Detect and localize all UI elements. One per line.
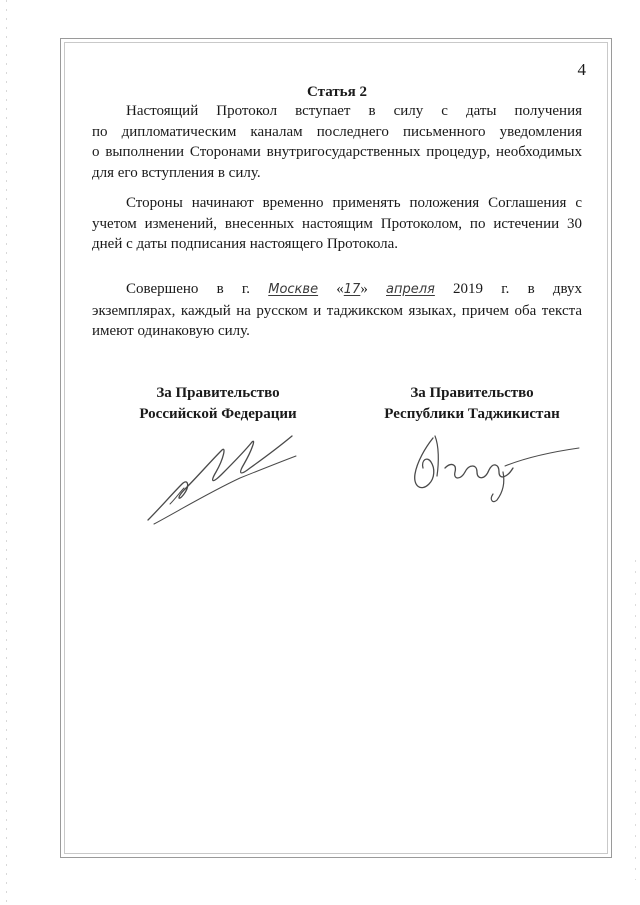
done-at-year: 2019 г. в двух <box>453 281 583 297</box>
day-open-quote: « <box>336 281 344 297</box>
handwritten-day: 17 <box>343 282 361 297</box>
day-close-quote: » <box>360 281 368 297</box>
handwritten-city: Москве <box>268 282 319 297</box>
paragraph-done-at <box>92 279 582 342</box>
paragraph-line: о выполнении Сторонами внутригосударственных процедур, необходимых <box>92 144 582 160</box>
signature-russia <box>140 428 300 528</box>
scan-edge-right <box>635 560 636 880</box>
paragraph-line: по дипломатическим каналам последнего письменного уведомления <box>92 123 582 140</box>
done-at-prefix: Совершено в г. <box>126 281 251 297</box>
signatory-country: Республики Таджикистан <box>384 406 560 422</box>
paragraph-line: Стороны начинают временно применять положения Соглашения с <box>126 195 582 211</box>
done-at-line <box>92 279 582 301</box>
paragraph-line: для его вступления в силу. <box>92 164 261 181</box>
signatory-tajikistan <box>362 383 582 425</box>
paragraph-provisional-application <box>92 193 582 255</box>
signatory-line: За Правительство <box>410 385 534 401</box>
article-heading: Статья 2 <box>307 84 367 100</box>
handwritten-month: апреля <box>386 282 435 297</box>
scan-edge-left <box>6 0 7 905</box>
page-number: 4 <box>577 60 586 79</box>
paragraph-line: дней с даты подписания настоящего Протокола. <box>92 236 399 252</box>
paragraph-line: имеют одинаковую силу. <box>92 323 250 339</box>
signature-tajikistan <box>395 428 585 508</box>
signatory-russia <box>118 383 318 425</box>
paragraph-line: Настоящий Протокол вступает в силу с даты получения <box>126 103 582 119</box>
signatory-country: Российской Федерации <box>139 406 297 422</box>
paragraph-line: экземплярах, каждый на русском и таджикском языках, причем оба текста <box>92 302 582 319</box>
signatory-line: За Правительство <box>156 385 280 401</box>
paragraph-entry-into-force <box>92 101 582 183</box>
paragraph-line: учетом изменений, внесенных настоящим Протоколом, по истечении 30 <box>92 215 582 232</box>
